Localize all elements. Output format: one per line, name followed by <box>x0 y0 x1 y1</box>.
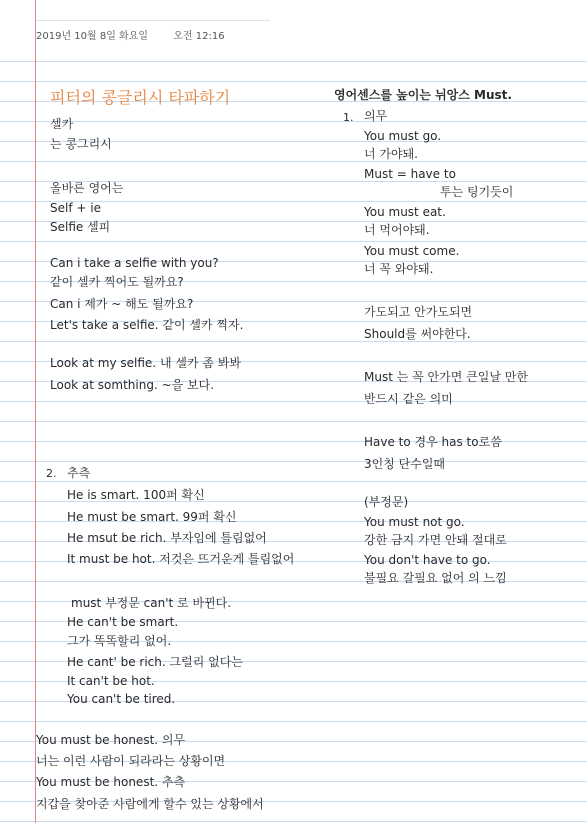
bottom-line: 너는 이런 사람이 되라라는 상황이면 <box>36 754 226 768</box>
right-line: You must not go. <box>364 515 465 529</box>
left-line: Look at my selfie. 내 셀카 좀 봐봐 <box>50 356 241 370</box>
note-time: 오전 12:16 <box>173 31 225 42</box>
section2-line: It must be hot. 저것은 뜨거운게 틀림없어 <box>67 552 295 566</box>
section1-number: 1. <box>343 111 354 124</box>
section2-line: He is smart. 100퍼 확신 <box>67 488 205 502</box>
left-line: Can i 제가 ~ 해도 될까요? <box>50 297 194 311</box>
left-line: Self + ie <box>50 201 101 215</box>
right-line: 강한 금지 가면 안돼 절대로 <box>364 533 507 547</box>
negative-line: 그가 똑똑할리 없어. <box>67 634 172 648</box>
right-line: You must come. <box>364 244 460 258</box>
section2-number: 2. <box>46 467 57 480</box>
left-line: 같이 셀카 찍어도 될까요? <box>50 275 184 289</box>
section1-title: 의무 <box>364 109 388 123</box>
note-header <box>36 27 225 42</box>
negative-line: You can't be tired. <box>67 692 176 706</box>
left-line: Look at somthing. ~을 보다. <box>50 378 215 392</box>
negative-line: He can't be smart. <box>67 615 179 629</box>
right-line: Must 는 꼭 안가면 큰일날 만한 <box>364 370 528 384</box>
right-title: 영어센스를 높이는 뉘앙스 Must. <box>334 88 512 102</box>
right-line: You must go. <box>364 129 442 143</box>
header-rule <box>36 20 270 21</box>
section2-title: 추측 <box>67 466 91 480</box>
right-line: 너 먹어야돼. <box>364 223 430 237</box>
right-line: Have to 경우 has to로씀 <box>364 435 502 449</box>
left-title: 피터의 콩글리시 타파하기 <box>50 88 231 107</box>
right-line: (부정문) <box>364 495 409 509</box>
bottom-line: 지갑을 찾아준 사람에게 할수 있는 상황에서 <box>36 797 264 811</box>
right-line: Must = have to <box>364 167 456 181</box>
right-line: 불필요 갈필요 없어 의 느낌 <box>364 571 507 585</box>
right-line: You must eat. <box>364 205 446 219</box>
left-line: Selfie 셀피 <box>50 220 111 234</box>
right-line: 너 가야돼. <box>364 147 418 161</box>
negative-line: must 부정문 can't 로 바뀐다. <box>71 596 232 610</box>
right-line: Should를 써야한다. <box>364 327 471 341</box>
bottom-line: You must be honest. 추측 <box>36 775 186 789</box>
right-line: 반드시 같은 의미 <box>364 392 453 406</box>
left-line: Can i take a selfie with you? <box>50 256 219 270</box>
right-line: 3인칭 단수일때 <box>364 457 446 471</box>
section2-line: He must be smart. 99퍼 확신 <box>67 510 237 524</box>
note-date: 2019년 10월 8일 화요일 <box>36 31 149 42</box>
negative-line: He cant' be rich. 그럴리 없다는 <box>67 655 243 669</box>
section2-line: He msut be rich. 부자임에 틀림없어 <box>67 531 267 545</box>
right-line: You don't have to go. <box>364 553 491 567</box>
left-line: 올바른 영어는 <box>50 181 124 195</box>
negative-line: It can't be hot. <box>67 674 155 688</box>
bottom-line: You must be honest. 의무 <box>36 733 186 747</box>
right-line: 가도되고 안가도되면 <box>364 305 473 319</box>
left-line: 는 콩그리시 <box>50 137 112 151</box>
left-line: Let's take a selfie. 같이 셀카 찍자. <box>50 318 244 332</box>
left-line: 셀카 <box>50 117 74 131</box>
right-line: 투는 팅기듯이 <box>440 185 514 199</box>
notebook-margin-line <box>35 0 36 823</box>
right-line: 너 꼭 와야돼. <box>364 262 434 276</box>
